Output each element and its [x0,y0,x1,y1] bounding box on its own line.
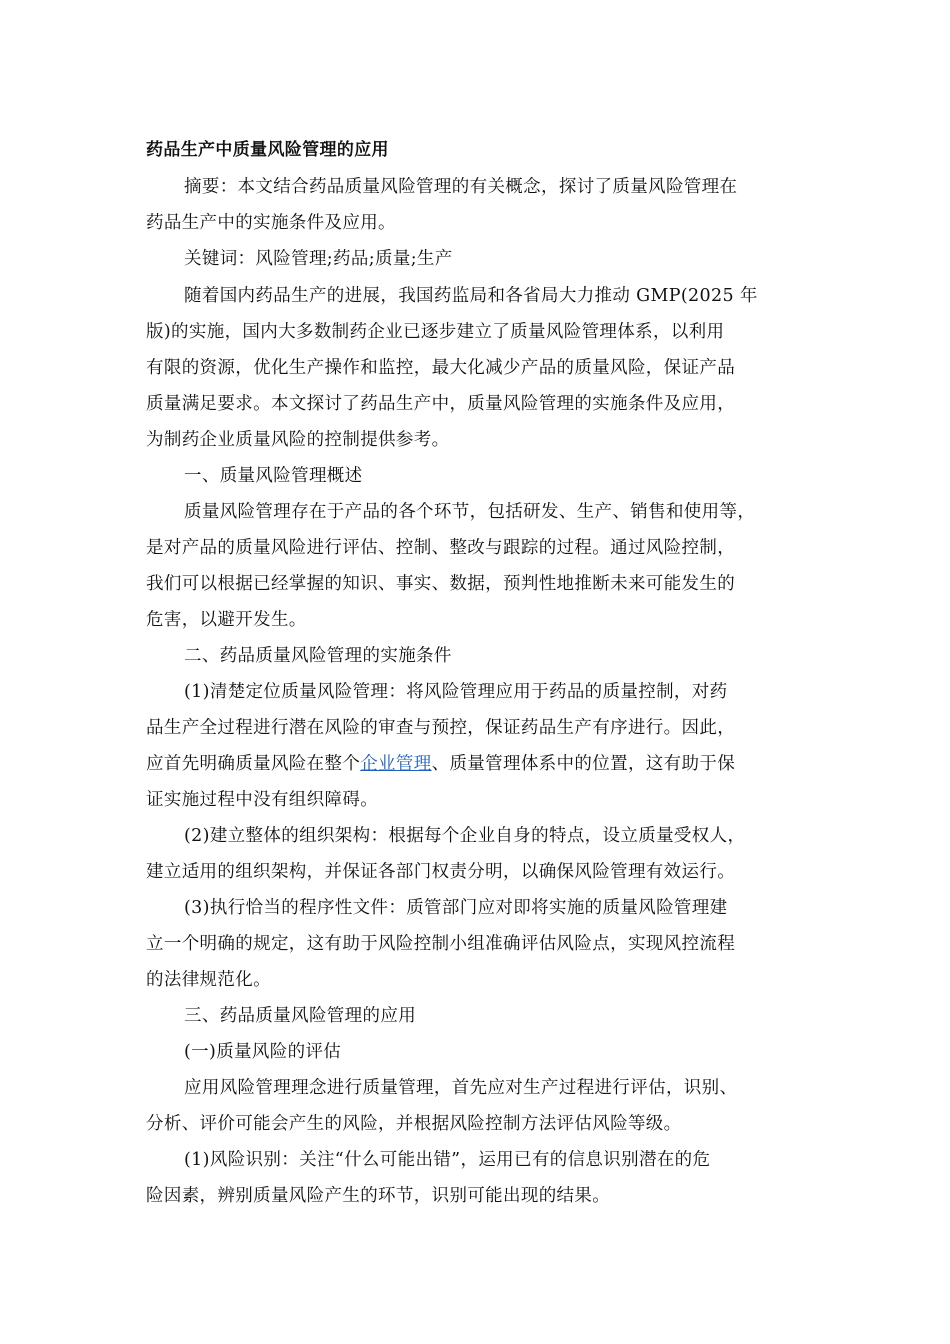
section2-item1-line: (1)清楚定位质量风险管理：将风险管理应用于药品的质量控制，对药 [184,682,728,702]
section2-item2-line: (2)建立整体的组织架构：根据每个企业自身的特点，设立质量受权人， [184,826,746,846]
section2-item3-line: 的法律规范化。 [146,970,271,990]
section1-line: 危害，以避开发生。 [146,610,307,630]
section-heading: 二、药品质量风险管理的实施条件 [184,646,452,666]
section2-item2-line: 建立适用的组织架构，并保证各部门权责分明，以确保风险管理有效运行。 [146,862,736,882]
section2-item3-line: 立一个明确的规定，这有助于风险控制小组准确评估风险点，实现风控流程 [146,934,736,954]
intro-line: 随着国内药品生产的进展，我国药监局和各省局大力推动 GMP(2025 年 [184,286,758,306]
section3-line: 应用风险管理理念进行质量管理，首先应对生产过程进行评估，识别、 [184,1078,738,1098]
intro-line: 质量满足要求。本文探讨了药品生产中，质量风险管理的实施条件及应用， [146,394,736,414]
section2-item1-line [146,752,796,776]
intro-line: 有限的资源，优化生产操作和监控，最大化减少产品的质量风险，保证产品 [146,358,736,378]
section1-line: 质量风险管理存在于产品的各个环节，包括研发、生产、销售和使用等， [184,502,756,522]
text-segment: 应首先明确质量风险在整个 [146,754,361,774]
intro-line: 为制药企业质量风险的控制提供参考。 [146,430,450,450]
section3-item1-line: 险因素，辨别质量风险产生的环节，识别可能出现的结果。 [146,1186,611,1206]
abstract-line: 药品生产中的实施条件及应用。 [146,213,396,233]
section2-item1-line: 品生产全过程进行潜在风险的审查与预控，保证药品生产有序进行。因此， [146,718,736,738]
subsection-heading: (一)质量风险的评估 [184,1042,342,1062]
section3-item1-line: (1)风险识别：关注“什么可能出错”，运用已有的信息识别潜在的危 [184,1150,711,1170]
abstract-line: 摘要：本文结合药品质量风险管理的有关概念，探讨了质量风险管理在 [184,177,738,197]
section2-item3-line: (3)执行恰当的程序性文件：质管部门应对即将实施的质量风险管理建 [184,898,728,918]
document-title: 药品生产中质量风险管理的应用 [146,140,389,160]
section2-item1-line: 证实施过程中没有组织障碍。 [146,790,379,810]
section3-line: 分析、评价可能会产生的风险，并根据风险控制方法评估风险等级。 [146,1114,682,1134]
intro-line: 版)的实施，国内大多数制药企业已逐步建立了质量风险管理体系，以利用 [146,322,725,342]
section1-line: 是对产品的质量风险进行评估、控制、整改与跟踪的过程。通过风险控制， [146,538,736,558]
section-heading: 三、药品质量风险管理的应用 [184,1006,417,1026]
keywords-line: 关键词：风险管理;药品;质量;生产 [184,249,453,269]
section-heading: 一、质量风险管理概述 [184,466,363,486]
text-segment: 、质量管理体系中的位置，这有助于保 [431,754,736,774]
enterprise-management-link[interactable]: 企业管理 [360,754,432,774]
section1-line: 我们可以根据已经掌握的知识、事实、数据，预判性地推断未来可能发生的 [146,574,736,594]
